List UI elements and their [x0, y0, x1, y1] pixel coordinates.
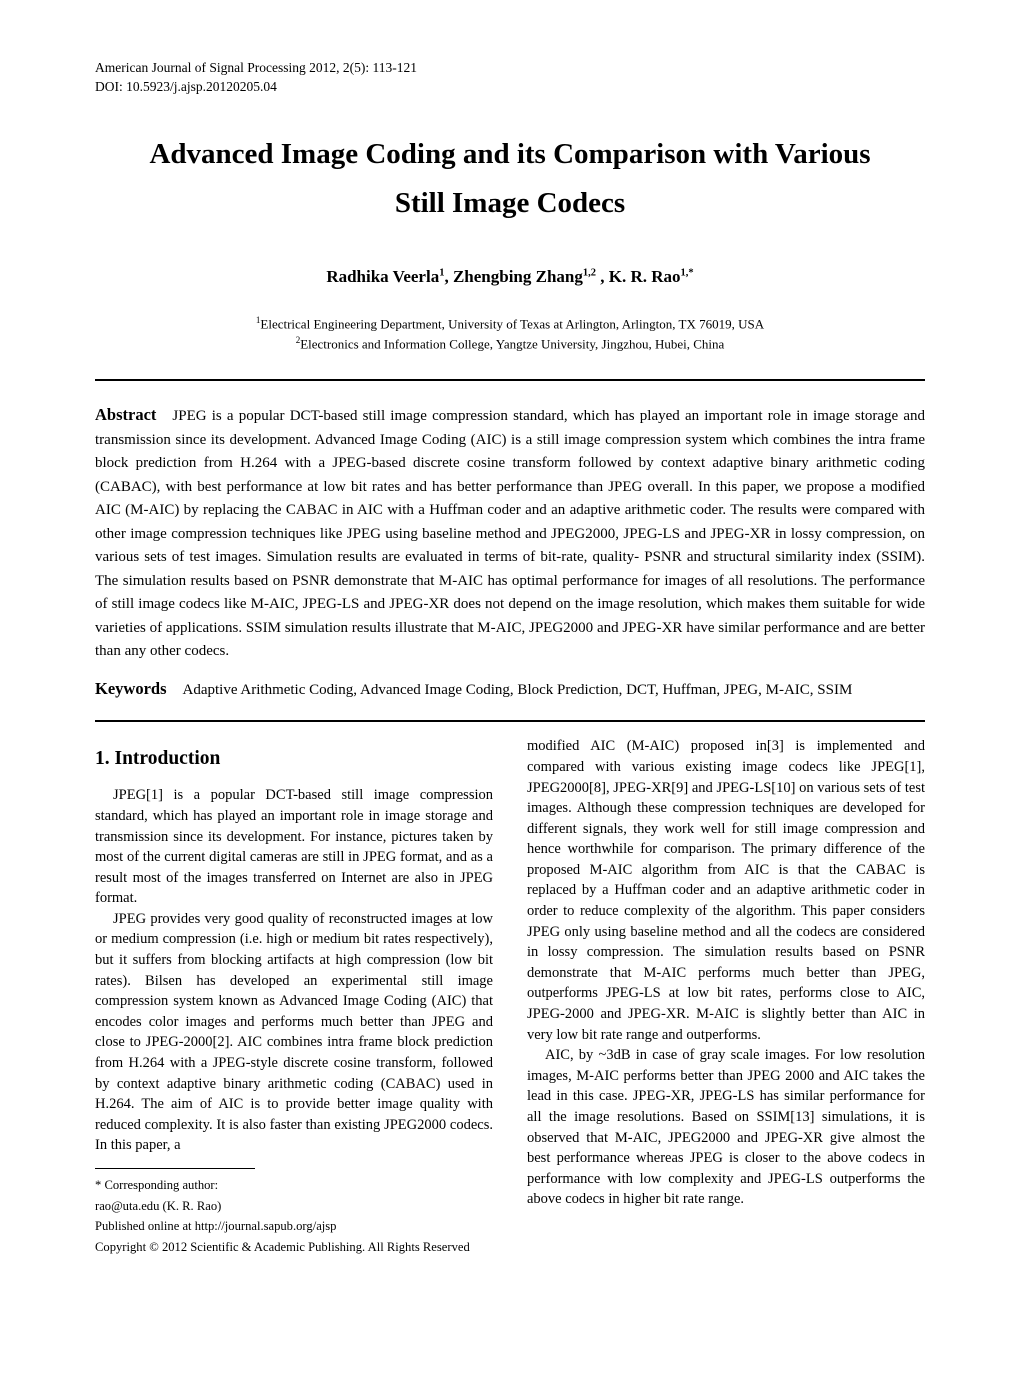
intro-paragraph-1: JPEG[1] is a popular DCT-based still image compression standard, which has played an important role in image storage and transmission since its development. For instance, pictures taken by most of the current digital cameras are still in JPEG format, and as a result most of the images transferred on Internet are also in JPEG format.: [95, 787, 493, 907]
author-2-name: Zhengbing Zhang: [452, 266, 583, 286]
abstract-text: JPEG is a popular DCT-based still image compression standard, which has played an important role in image storage and transmission since its development. Advanced Image Coding (AIC) is a still image compression system which combines the intra frame block prediction from H.264 with a JPEG-based discrete cosine transform followed by context adaptive binary arithmetic coding (CABAC), with best performance at low bit rates and has better performance than JPEG overall. In this paper, we propose a modified AIC (M-AIC) by replacing the CABAC in AIC with a Huffman coder and an adaptive arithmetic coder. The results were compared with other image compression techniques like JPEG using baseline method and JPEG2000, JPEG-LS and JPEG-XR in lossy compression, on various sets of test images. Simulation results are evaluated in terms of bit-rate, quality- PSNR and structural similarity index (SSIM). The simulation results based on PSNR demonstrate that M-AIC has optimal performance for images of all resolutions. The performance of still image codecs like M-AIC, JPEG-LS and JPEG-XR does not depend on the image resolution, which makes them suitable for wide varieties of applications. SSIM simulation results illustrate that M-AIC, JPEG2000 and JPEG-XR have similar performance and are better than any other codecs.: [95, 408, 925, 660]
footnote-copyright: Copyright © 2012 Scientific & Academic Publishing. All Rights Reserved: [95, 1239, 470, 1254]
footnote-rule: [95, 1168, 255, 1169]
affiliations: [95, 312, 925, 354]
two-column-body: [95, 736, 925, 1257]
paper-title: [95, 130, 925, 228]
affiliation-1: [95, 312, 925, 333]
keywords-label: Keywords: [95, 678, 167, 698]
paper-title-line2: Still Image Codecs: [394, 187, 626, 219]
author-2-sep: ,: [596, 266, 609, 286]
author-2-sup: 1,2: [582, 267, 597, 278]
footnote-corresponding-author: * Corresponding author:: [95, 1178, 219, 1192]
right-paragraph-2: AIC, by ~3dB in case of gray scale images. For low resolution images, M-AIC performs better than JPEG 2000 and AIC takes the lead in this case. JPEG-XR, JPEG-LS has similar performance for all the image resolutions. Based on SSIM[13] simulations, it is observed that M-AIC, JPEG2000 and JPEG-XR give almost the best performance whereas JPEG is closer to the above codecs in performance with low complexity and JPEG-LS outperforms the above codecs in higher bit rate range.: [527, 1047, 925, 1208]
footnote-email: rao@uta.edu (K. R. Rao): [95, 1198, 222, 1213]
right-paragraph-1: modified AIC (M-AIC) proposed in[3] is implemented and compared with various existing image codecs like JPEG[1], JPEG2000[8], JPEG-XR[9] and JPEG-LS[10] on various sets of test images. Although these compression techniques are developed for different signals, they work well for still image compression and hence worthwhile for comparison. The primary difference of the proposed M-AIC algorithm from AIC is that the CABAC is replaced by a Huffman coder and an adaptive arithmetic coder in order to reduce complexity of the algorithm. This paper considers JPEG only using baseline method and all the codecs are considered in lossy compression. The simulation results based on PSNR demonstrate that M-AIC performs much better than JPEG, outperforms JPEG-LS at low bit rates, performs close to AIC, JPEG-2000 and JPEG-XR. M-AIC is slightly better than AIC in very low bit rate range and outperforms.: [527, 738, 925, 1043]
abstract-label: Abstract: [95, 405, 157, 425]
horizontal-rule-top: [95, 379, 925, 381]
doi-line: DOI: 10.5923/j.ajsp.20120205.04: [95, 79, 277, 94]
abstract-paragraph: [95, 403, 925, 664]
author-2: [453, 267, 609, 286]
affiliation-1-text: Electrical Engineering Department, University of Texas at Arlington, Arlington, TX 76019, USA: [260, 315, 765, 331]
paper-title-line1: Advanced Image Coding and its Comparison with Various: [149, 138, 871, 170]
authors-line: [95, 262, 925, 288]
author-1-name: Radhika Veerla: [326, 266, 440, 286]
footnote-published-online: Published online at http://journal.sapub.org/ajsp: [95, 1219, 337, 1233]
section-heading-introduction: 1. Introduction: [95, 748, 221, 770]
right-column: [527, 736, 925, 1210]
affiliation-2: [95, 332, 925, 353]
keywords-text: Adaptive Arithmetic Coding, Advanced Image Coding, Block Prediction, DCT, Huffman, JPEG, M-AIC, SSIM: [182, 681, 853, 698]
footnote: [95, 1168, 493, 1257]
journal-header: [95, 58, 925, 96]
journal-line: American Journal of Signal Processing 2012, 2(5): 113-121: [95, 60, 417, 75]
author-1-sep: ,: [444, 266, 453, 286]
author-3-name: K. R. Rao: [608, 266, 681, 286]
affiliation-2-text: Electronics and Information College, Yangtze University, Jingzhou, Hubei, China: [300, 336, 725, 352]
horizontal-rule-bottom: [95, 720, 925, 722]
keywords-paragraph: [95, 677, 925, 703]
author-3: [609, 267, 694, 286]
author-3-sup: 1,*: [680, 267, 694, 278]
intro-paragraph-2: JPEG provides very good quality of reconstructed images at low or medium compression (i.e. high or medium bit rates respectively), but it suffers from blocking artifacts at high compression (low bit rates). Bilsen has developed an experimental still image compression system known as Advanced Image Coding (AIC) that encodes color images and performs much better than JPEG and close to JPEG-2000[2]. AIC combines intra frame block prediction from H.264 with a JPEG-style discrete cosine transform, followed by context adaptive binary arithmetic coding (CABAC) used in H.264. The aim of AIC is to provide better image quality with reduced complexity. It is also faster than existing JPEG2000 codecs. In this paper, a: [95, 910, 493, 1154]
left-column: [95, 736, 493, 1257]
author-1: [326, 267, 453, 286]
author-1-sup: 1: [439, 267, 445, 278]
affiliation-2-sup: 2: [295, 335, 301, 346]
affiliation-1-sup: 1: [255, 314, 261, 325]
